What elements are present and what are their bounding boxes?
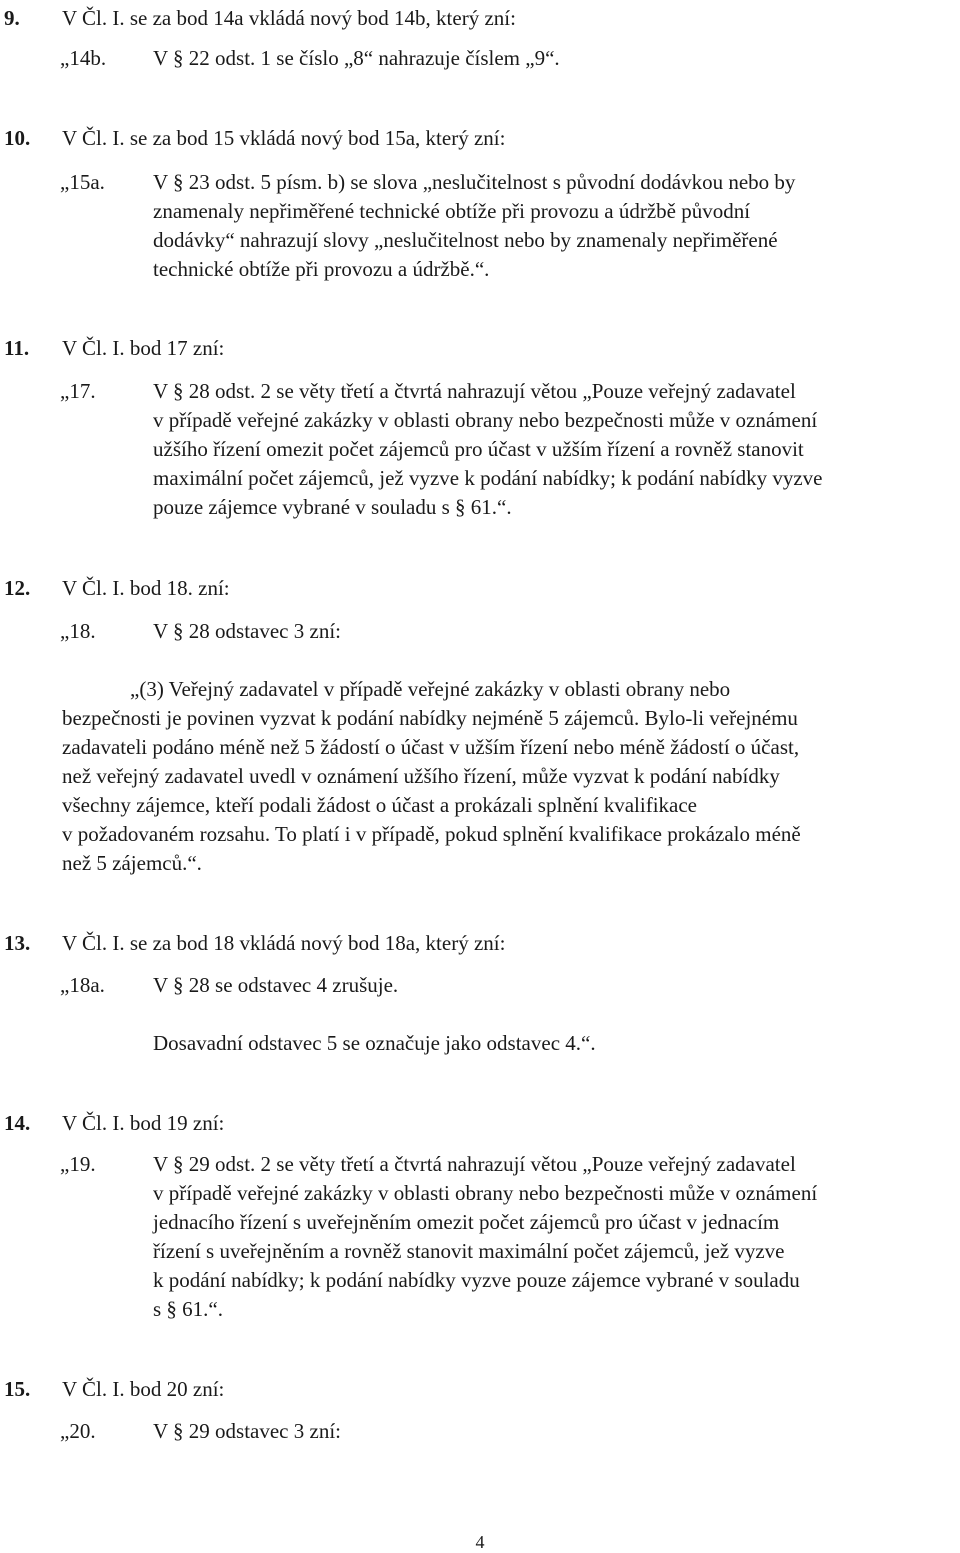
item-11-label: „17.: [60, 379, 96, 403]
item-14-body-line: k podání nabídky; k podání nabídky vyzve pouze zájemce vybrané v souladu: [153, 1268, 800, 1292]
item-12-paragraph-line: všechny zájemce, kteří podali žádost o účast a prokázali splnění kvalifikace: [62, 793, 697, 817]
item-10-body-line: znamenaly nepřiměřené technické obtíže při provozu a údržbě původní: [153, 199, 751, 223]
item-10-body-line: technické obtíže při provozu a údržbě.“.: [153, 257, 490, 281]
item-12-paragraph-line: než veřejný zadavatel uvedl v oznámení užšího řízení, může vyzvat k podání nabídky: [62, 764, 780, 788]
item-13-number: 13.: [4, 931, 31, 955]
item-10-heading: V Čl. I. se za bod 15 vkládá nový bod 15a, který zní:: [62, 126, 506, 150]
page-number: 4: [475, 1532, 485, 1552]
item-11-body-line: v případě veřejné zakázky v oblasti obrany nebo bezpečnosti může v oznámení: [153, 408, 818, 432]
item-15-number: 15.: [4, 1377, 31, 1401]
item-11-heading: V Čl. I. bod 17 zní:: [62, 336, 225, 360]
item-14-body-line: řízení s uveřejněním a rovněž stanovit maximální počet zájemců, jež vyzve: [153, 1239, 785, 1263]
item-12-body-line: V § 28 odstavec 3 zní:: [153, 619, 341, 643]
item-13-extra-line: Dosavadní odstavec 5 se označuje jako odstavec 4.“.: [153, 1031, 596, 1055]
item-14-body-line: v případě veřejné zakázky v oblasti obrany nebo bezpečnosti může v oznámení: [153, 1181, 818, 1205]
item-10-body-line: V § 23 odst. 5 písm. b) se slova „neslučitelnost s původní dodávkou nebo by: [153, 170, 796, 194]
item-10-label: „15a.: [60, 170, 105, 194]
item-10-number: 10.: [4, 126, 31, 150]
item-11-body-line: V § 28 odst. 2 se věty třetí a čtvrtá nahrazují větou „Pouze veřejný zadavatel: [153, 379, 796, 403]
item-9-label: „14b.: [60, 46, 107, 70]
item-13-heading: V Čl. I. se za bod 18 vkládá nový bod 18a, který zní:: [62, 931, 506, 955]
item-12-label: „18.: [60, 619, 96, 643]
item-13-label: „18a.: [60, 973, 105, 997]
item-9-number: 9.: [4, 6, 20, 30]
item-15-heading: V Čl. I. bod 20 zní:: [62, 1377, 225, 1401]
item-12-paragraph-line: v požadovaném rozsahu. To platí i v případě, pokud splnění kvalifikace prokázalo méně: [62, 822, 801, 846]
item-12-paragraph-line: než 5 zájemců.“.: [62, 851, 202, 875]
item-11-body-line: maximální počet zájemců, jež vyzve k podání nabídky; k podání nabídky vyzve: [153, 466, 823, 490]
item-14-body-line: jednacího řízení s uveřejněním omezit počet zájemců pro účast v jednacím: [153, 1210, 780, 1234]
item-14-label: „19.: [60, 1152, 96, 1176]
item-12-paragraph-line: bezpečnosti je povinen vyzvat k podání nabídky nejméně 5 zájemců. Bylo-li veřejnému: [62, 706, 798, 730]
item-11-body-line: pouze zájemce vybrané v souladu s § 61.“.: [153, 495, 512, 519]
item-10-body-line: dodávky“ nahrazují slovy „neslučitelnost nebo by znamenaly nepřiměřené: [153, 228, 778, 252]
item-9-heading: V Čl. I. se za bod 14a vkládá nový bod 14b, který zní:: [62, 6, 516, 30]
item-9-body-line: V § 22 odst. 1 se číslo „8“ nahrazuje číslem „9“.: [153, 46, 560, 70]
item-14-body-line: V § 29 odst. 2 se věty třetí a čtvrtá nahrazují větou „Pouze veřejný zadavatel: [153, 1152, 796, 1176]
item-14-number: 14.: [4, 1111, 31, 1135]
item-15-label: „20.: [60, 1419, 96, 1443]
item-12-number: 12.: [4, 576, 31, 600]
item-12-paragraph-line: „(3) Veřejný zadavatel v případě veřejné zakázky v oblasti obrany nebo: [130, 677, 731, 701]
item-14-body-line: s § 61.“.: [153, 1297, 223, 1321]
item-12-heading: V Čl. I. bod 18. zní:: [62, 576, 230, 600]
item-14-heading: V Čl. I. bod 19 zní:: [62, 1111, 225, 1135]
item-13-body-line: V § 28 se odstavec 4 zrušuje.: [153, 973, 399, 997]
item-11-body-line: užšího řízení omezit počet zájemců pro účast v užším řízení a rovněž stanovit: [153, 437, 804, 461]
item-11-number: 11.: [4, 336, 30, 360]
item-15-body-line: V § 29 odstavec 3 zní:: [153, 1419, 341, 1443]
item-12-paragraph-line: zadavateli podáno méně než 5 žádostí o účast v užším řízení nebo méně žádostí o účast,: [62, 735, 800, 759]
